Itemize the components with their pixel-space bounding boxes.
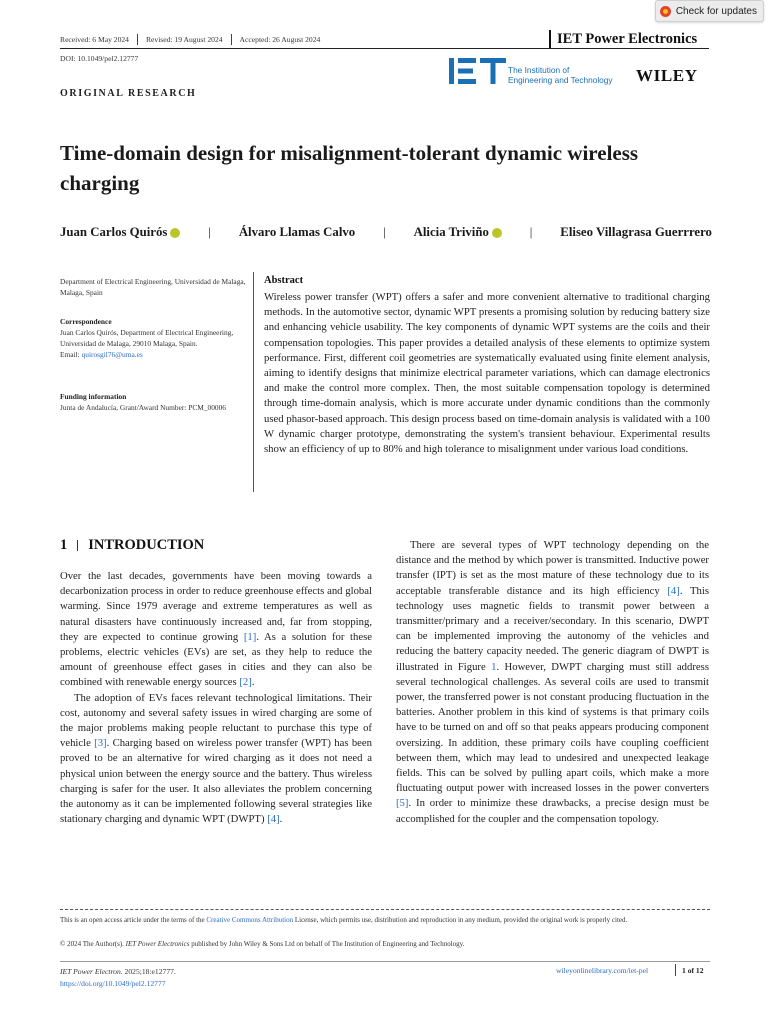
paragraph	[60, 569, 372, 691]
funding-body: Junta de Andalucía, Grant/Award Number: PCM_00006	[60, 403, 226, 412]
doi: DOI: 10.1049/pel2.12777	[60, 54, 139, 63]
funding	[60, 391, 250, 413]
check-for-updates-button[interactable]	[655, 0, 764, 22]
author-list	[60, 225, 712, 240]
divider	[675, 964, 676, 976]
page-number: 1 of 12	[682, 966, 704, 975]
text: . Charging based on wireless power transfer (WPT) has been proved to be an alternative for wired charging as it does not need a physical union between the energy source and the battery. Thus wireless charging is safer for the user. It also alleviates the problem concerning the autonomy as it can be implemented following several strategies like stationary charging and dynamic WPT (DWPT)	[60, 737, 372, 826]
article-dates	[60, 34, 320, 45]
divider	[137, 34, 138, 45]
copyright-note	[60, 939, 710, 950]
header-rule	[60, 48, 709, 49]
journal-site-link[interactable]: wileyonlinelibrary.com/iet-pel	[556, 966, 649, 975]
author-separator: |	[383, 225, 386, 239]
paragraph	[60, 691, 372, 828]
body-column-left	[60, 569, 372, 827]
text: © 2024 The Author(s).	[60, 940, 126, 948]
email-label: Email:	[60, 350, 80, 359]
iet-logo-icon	[449, 58, 509, 84]
section-title: INTRODUCTION	[88, 537, 205, 553]
text: . However, DWPT charging must still address several technological challenges. As several coils are used to transmit power, the transferred power is not constant producing fluctuation in the batteries. Another problem in this kind of systems is that primary coils have to be turned on and off so that peaks appears producing component oversizing. In addition, these primary coils have coupling coefficient between them, which may lead to undesired and unexpected leakage fields. This can be solved by pulling apart coils, which make a more fluctuating output power with increased losses in the power converters	[396, 660, 709, 795]
abstract-text: Wireless power transfer (WPT) offers a safer and more convenient alternative to traditional charging methods. In the automotive sector, dynamic WPT presents a promising solution by reducing battery size and enhancing vehicle usability. The key components of dynamic WPT systems are the coils and their compensation topologies. This paper provides a detailed analysis of these elements to optimize system performance. First, different coil geometries are systematically evaluated using finite element analysis, aiming to identify designs that minimize electrical parameter variations, which can damage electronics and make the control more complex. Then, the most suitable compensation topology is determined through time-domain analysis, which is more accurate under dynamic conditions than the commonly used phasor-based approach. This design process based on time-domain analysis is validated with a 100 W dynamic charger prototype, demonstrating the system's transient behaviour. Experimental results show an efficiency of up to 80% and high tolerance to misalignment under various load conditions.	[264, 291, 710, 456]
footer-divider	[60, 909, 710, 910]
license-link[interactable]: Creative Commons Attribution	[206, 916, 294, 924]
citation-link[interactable]: [2]	[239, 676, 252, 689]
funding-heading: Funding information	[60, 392, 127, 401]
accepted-date: Accepted: 26 August 2024	[239, 35, 321, 44]
text: . This technology uses magnetic fields to transmit power between a transmitter/primary and a receiver/secondary. In this scenario, DWPT can be implemented improving the autonomy of the vehicles and reducing the battery capacity needed. The generic diagram of DWPT is illustrated in Figure	[396, 584, 709, 673]
text: .	[251, 676, 255, 689]
text: Over the last decades, governments have been moving towards a decarbonization process in order to reduce greenhouse effects and global warming. Since 1979 average and extreme temperatures as well as natural disasters have continuously increased and, far from stopping, they are expected to continue growing	[60, 570, 372, 643]
text: published by John Wiley & Sons Ltd on behalf of The Institution of Engineering and Technology.	[189, 940, 465, 948]
orcid-icon[interactable]	[170, 228, 180, 238]
license-note	[60, 915, 710, 926]
author[interactable]	[414, 225, 502, 240]
journal-header	[549, 30, 717, 48]
journal-abbrev: IET Power Electron.	[60, 967, 123, 976]
correspondence-body: Juan Carlos Quirós, Department of Electrical Engineering, Universidad de Malaga, 29010 Malaga, Spain.	[60, 328, 234, 348]
citation-link[interactable]: [4]	[267, 813, 280, 826]
text: License, which permits use, distribution and reproduction in any medium, provided the original work is properly cited.	[293, 916, 628, 924]
author[interactable]	[60, 225, 180, 240]
citation-link[interactable]: [1]	[243, 630, 257, 643]
author-separator: |	[529, 225, 533, 239]
abstract-rule	[253, 272, 254, 492]
divider	[231, 34, 232, 45]
orcid-icon[interactable]	[492, 228, 502, 238]
text: There are several types of WPT technology depending on the distance and the method by which power is transmitted. Inductive power transfer (IPT) is set as the most mature of these technology due to its acceptable transferable distance and its high efficiency	[396, 539, 709, 597]
affiliation: Department of Electrical Engineering, Universidad de Malaga, Malaga, Spain	[60, 277, 246, 297]
author-name: Alicia Triviño	[413, 225, 489, 239]
citation-link[interactable]: [5]	[396, 797, 409, 810]
check-for-updates-label: Check for updates	[675, 5, 757, 17]
text: 2025;18:e12777.	[122, 967, 176, 976]
journal-name: IET Power Electronics	[557, 31, 698, 47]
footer-rule	[60, 961, 710, 962]
article-title: Time-domain design for misalignment-tolerant dynamic wireless charging	[60, 141, 639, 195]
revised-date: Revised: 19 August 2024	[145, 35, 223, 44]
section-heading	[60, 537, 204, 554]
author-name: Álvaro Llamas Calvo	[238, 225, 356, 239]
correspondence	[60, 316, 250, 360]
text: .	[279, 813, 283, 826]
text: The adoption of EVs faces relevant technological limitations. Their cost, autonomy and several safety issues in wired charging are some of the major problems making people reluctant to purchase this type of vehicle	[60, 691, 372, 750]
doi-link[interactable]: https://doi.org/10.1049/pel2.12777	[60, 978, 166, 988]
citation-link[interactable]: [3]	[94, 737, 107, 750]
citation-link[interactable]: [4]	[667, 584, 680, 597]
email-link[interactable]: quirosgil76@uma.es	[81, 350, 143, 359]
section-number: 1	[60, 537, 68, 553]
author-separator: |	[208, 225, 211, 239]
author-name: Eliseo Villagrasa Guerrrero	[560, 225, 712, 239]
journal-name: IET Power Electronics	[125, 940, 190, 948]
author-name: Juan Carlos Quirós	[60, 225, 168, 239]
author[interactable]	[560, 225, 712, 240]
abstract-heading: Abstract	[264, 275, 304, 286]
iet-name	[508, 66, 613, 85]
paragraph	[396, 538, 709, 827]
email-line	[60, 349, 250, 360]
citation-line	[60, 966, 176, 978]
iet-name-line-1: The Institution of	[508, 65, 570, 75]
article-type: ORIGINAL RESEARCH	[60, 88, 197, 99]
body-column-right	[396, 538, 709, 827]
text: . As a solution for these problems, electric vehicles (EVs) are set, as they help to reduce the amount of greenhouse effect gases in cities and they can also be combined with renewable energy sources	[60, 630, 372, 689]
received-date: Received: 6 May 2024	[60, 35, 129, 44]
text: . In order to minimize these drawbacks, a precise design must be accomplished for the coupler and the compensation topology.	[396, 797, 709, 825]
text: This is an open access article under the terms of the	[60, 916, 207, 924]
correspondence-heading: Correspondence	[60, 317, 112, 326]
publisher-logo: WILEY	[636, 66, 698, 85]
citation	[60, 966, 176, 989]
iet-name-line-2: Engineering and Technology	[508, 74, 613, 85]
figure-link[interactable]: 1	[491, 660, 497, 673]
update-badge-icon	[660, 6, 671, 17]
author[interactable]	[239, 225, 355, 240]
divider	[77, 540, 78, 551]
